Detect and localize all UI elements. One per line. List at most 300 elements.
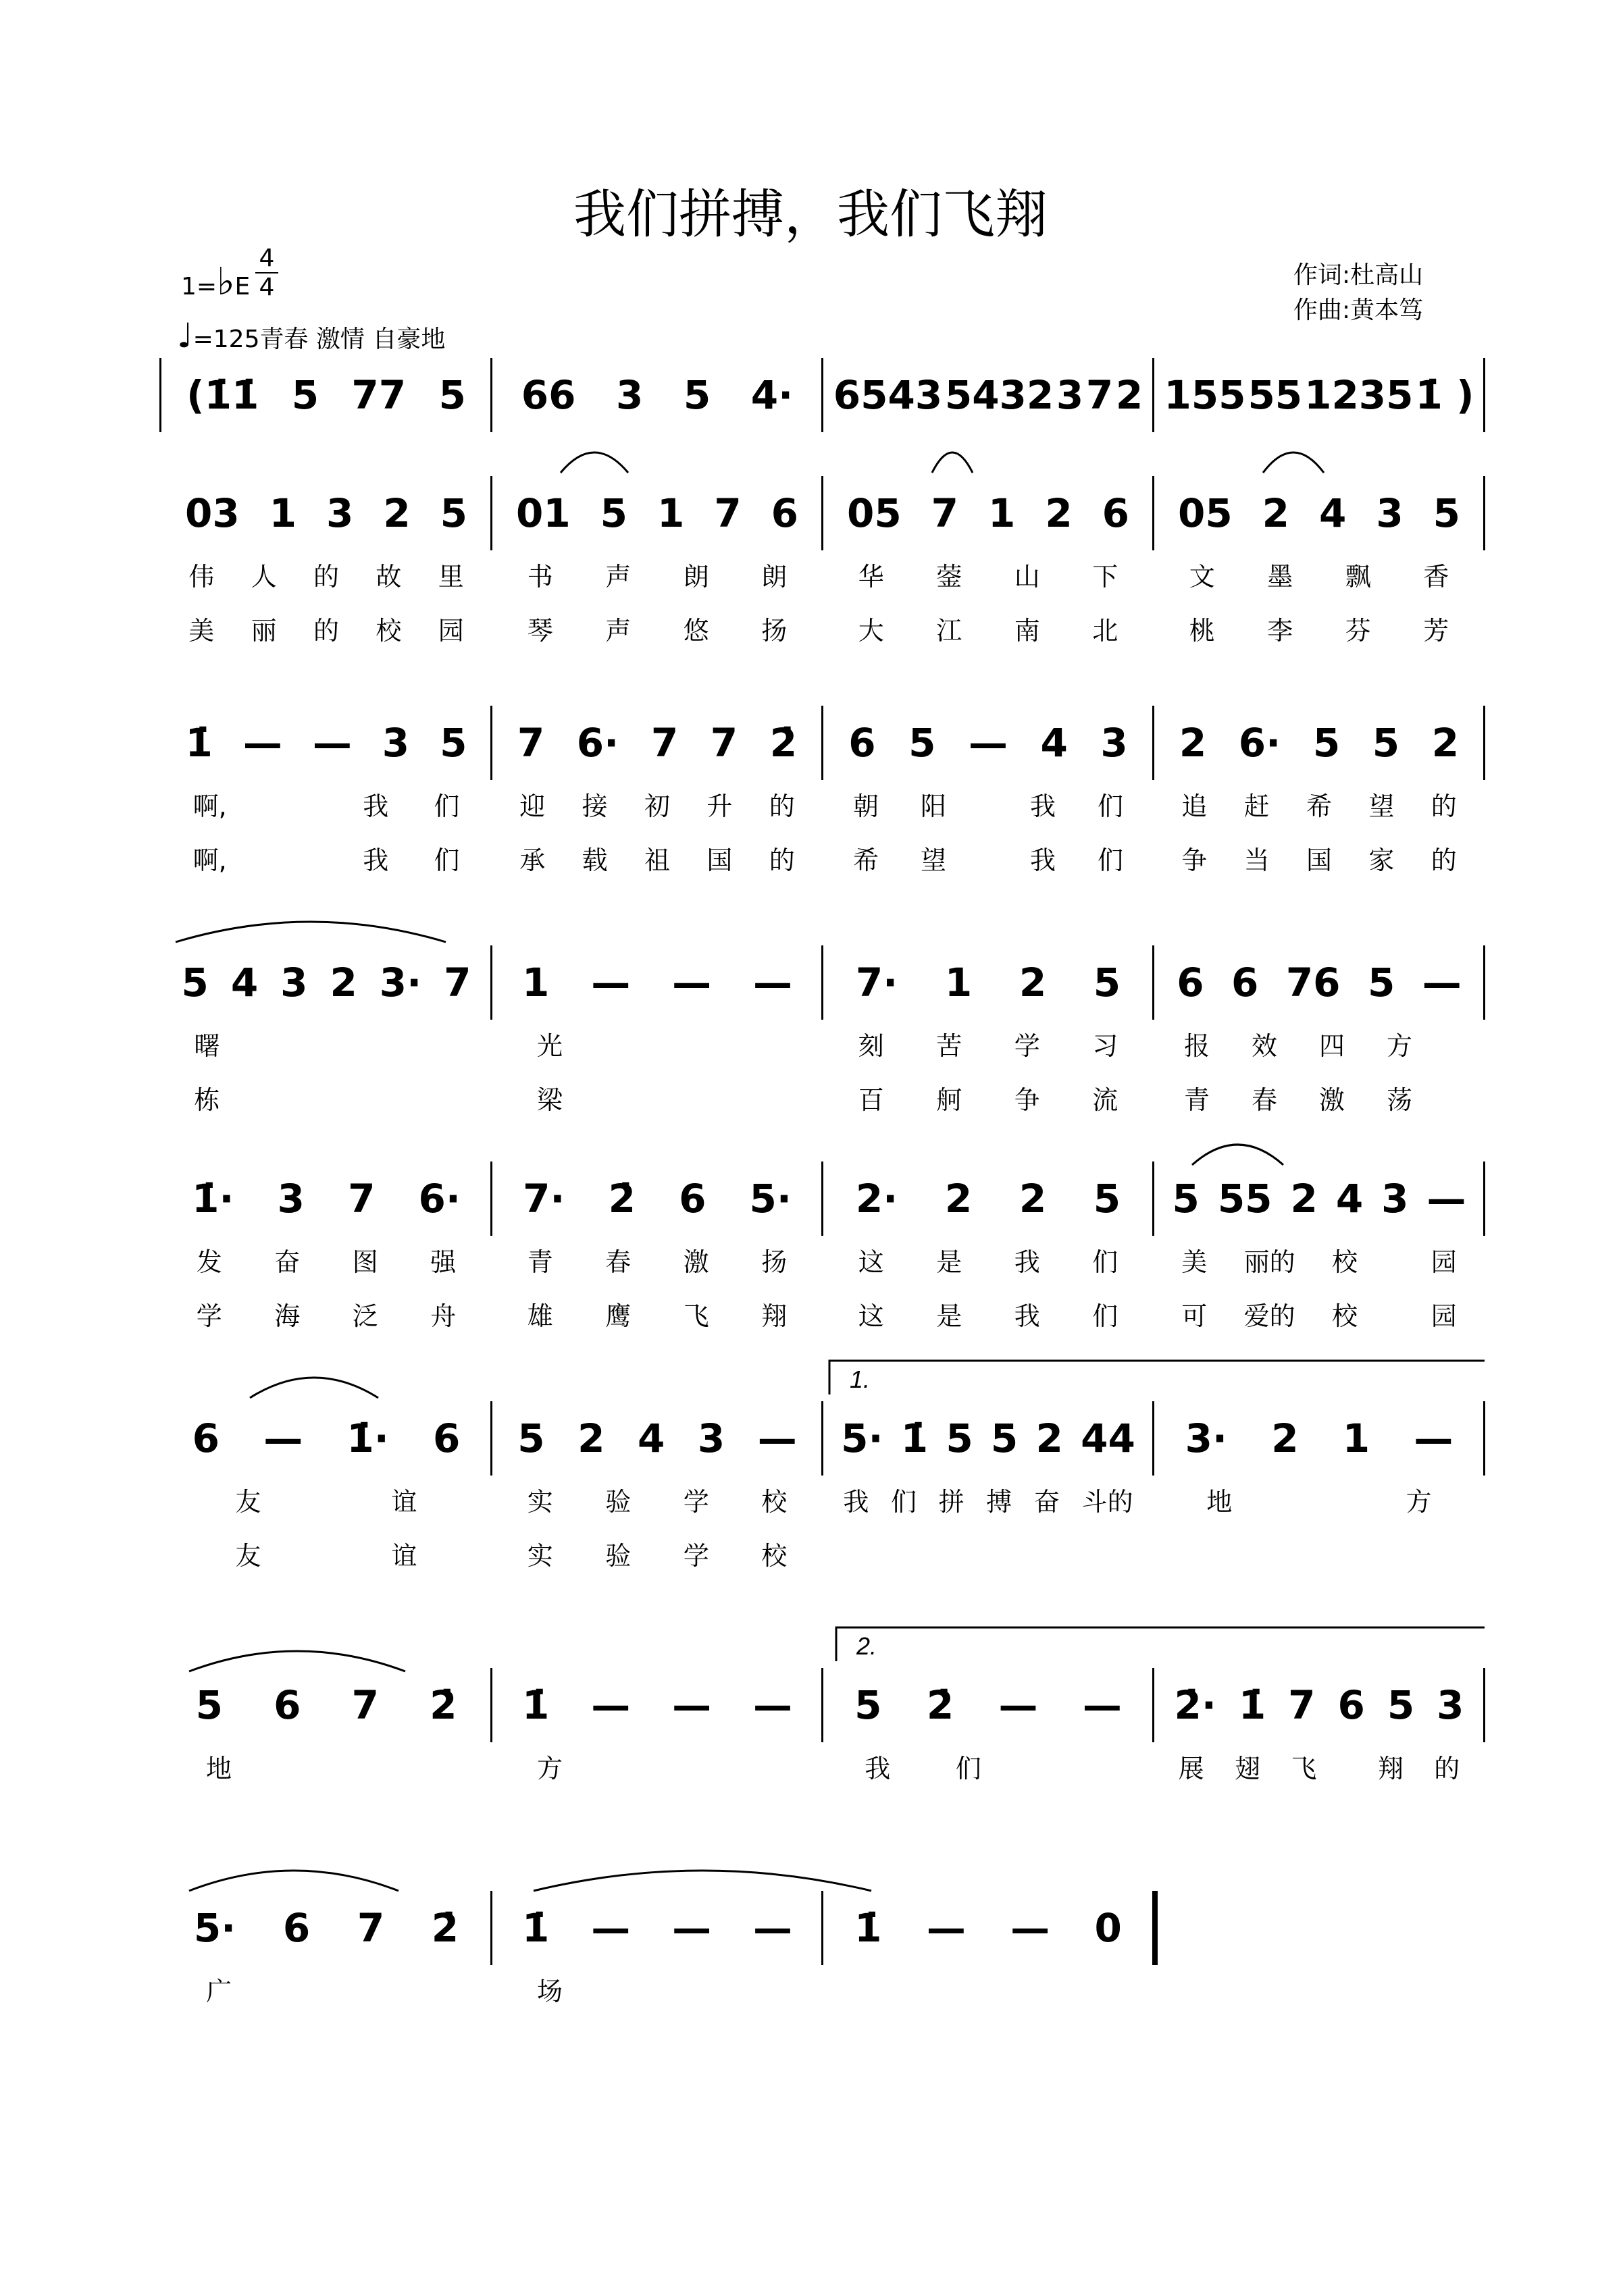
lyric-syllable: 祖 bbox=[644, 845, 670, 875]
lyric-syllable: 春 bbox=[1251, 1085, 1277, 1115]
lyric-syllable: 伟 bbox=[188, 562, 215, 592]
lyric-syllable: 友 bbox=[235, 1541, 261, 1571]
barline bbox=[490, 945, 492, 1020]
lyric-syllable: 激 bbox=[683, 1247, 709, 1277]
lyric-syllable: 美 bbox=[1181, 1247, 1208, 1277]
quarter-note-icon: ♩ bbox=[177, 316, 193, 355]
note: 5 bbox=[1367, 960, 1395, 1006]
note: 5 bbox=[181, 960, 209, 1006]
lyric-syllable: 华 bbox=[858, 562, 884, 592]
note: 5· bbox=[749, 1176, 792, 1222]
lyric-syllable: 校 bbox=[761, 1541, 788, 1571]
lyric-syllable: 验 bbox=[605, 1487, 632, 1517]
lyric-syllable: 朝 bbox=[852, 791, 879, 821]
lyric-syllable: 们 bbox=[955, 1754, 981, 1783]
note: — bbox=[672, 1682, 712, 1728]
lyric-syllable: 我 bbox=[1014, 1247, 1040, 1277]
lyric-syllable: 我 bbox=[363, 791, 389, 821]
lyric-syllable: 升 bbox=[706, 791, 733, 821]
note: 55 bbox=[1217, 1176, 1272, 1222]
note: 76 bbox=[1285, 960, 1341, 1006]
note: 1 bbox=[1342, 1415, 1370, 1461]
lyric-syllable: 载 bbox=[582, 845, 608, 875]
lyric-syllable: 的 bbox=[1434, 1754, 1460, 1783]
lyric-syllable: 文 bbox=[1189, 562, 1215, 592]
lyric-syllable: 芳 bbox=[1423, 616, 1449, 646]
barline bbox=[821, 706, 823, 780]
lyric-syllable: 我 bbox=[843, 1487, 869, 1517]
note: 2 bbox=[1019, 960, 1047, 1006]
barline bbox=[490, 476, 492, 550]
note: — bbox=[1422, 960, 1462, 1006]
note: 4 bbox=[1040, 720, 1068, 766]
lyric-syllable: 雄 bbox=[527, 1301, 553, 1331]
note: — bbox=[672, 960, 712, 1006]
note: 5 bbox=[854, 1682, 882, 1728]
note: 6 bbox=[192, 1415, 220, 1461]
slur bbox=[561, 452, 628, 473]
note: — bbox=[242, 720, 282, 766]
lyric-syllable: 翔 bbox=[1377, 1754, 1404, 1783]
note: 1 bbox=[944, 960, 973, 1006]
note: — bbox=[753, 1905, 793, 1951]
lyric-syllable: 斗的 bbox=[1081, 1487, 1133, 1517]
note: 3 bbox=[1437, 1682, 1464, 1728]
lyric-syllable: 扬 bbox=[761, 616, 788, 646]
lyric-syllable: 琴 bbox=[527, 616, 553, 646]
lyric-syllable: 们 bbox=[434, 791, 460, 821]
lyric-syllable: 实 bbox=[527, 1487, 553, 1517]
volta-bracket bbox=[836, 1627, 1485, 1661]
note: — bbox=[998, 1682, 1038, 1728]
note: 4· bbox=[750, 372, 794, 418]
note: 2̇ bbox=[430, 1682, 457, 1728]
note: 7· bbox=[855, 960, 898, 1006]
note: — bbox=[926, 1905, 966, 1951]
lyric-syllable: 方 bbox=[536, 1754, 563, 1783]
lyric-syllable: 海 bbox=[274, 1301, 301, 1331]
note: 5· bbox=[193, 1905, 236, 1951]
lyric-syllable: 鹰 bbox=[605, 1301, 632, 1331]
note: 6· bbox=[576, 720, 619, 766]
lyric-syllable: 梁 bbox=[536, 1085, 563, 1115]
lyric-syllable: 书 bbox=[527, 562, 553, 592]
note: 44 bbox=[1081, 1415, 1135, 1461]
note: 5 bbox=[1172, 1176, 1200, 1222]
barline bbox=[1152, 706, 1154, 780]
barline bbox=[1152, 945, 1154, 1020]
note: 7· bbox=[523, 1176, 565, 1222]
lyric-syllable: 接 bbox=[582, 791, 608, 821]
barline bbox=[1152, 1668, 1154, 1742]
note: 77 bbox=[351, 372, 407, 418]
lyric-syllable: 们 bbox=[1097, 791, 1123, 821]
lyric-syllable: 北 bbox=[1092, 616, 1118, 646]
note: 1 bbox=[988, 490, 1016, 536]
lyric-syllable: 飞 bbox=[683, 1301, 709, 1331]
lyric-syllable: 江 bbox=[936, 616, 962, 646]
barline bbox=[821, 1891, 823, 1965]
note: 6 bbox=[679, 1176, 706, 1222]
barline bbox=[1483, 945, 1485, 1020]
lyric-syllable: 追 bbox=[1181, 791, 1208, 821]
lyric-syllable: 悠 bbox=[683, 616, 709, 646]
note: 6 bbox=[1231, 960, 1259, 1006]
lyric-syllable: 实 bbox=[527, 1541, 553, 1571]
lyric-syllable: 墨 bbox=[1267, 562, 1293, 592]
note: 2̇ bbox=[769, 720, 798, 766]
note: — bbox=[312, 720, 352, 766]
lyric-syllable: 方 bbox=[1406, 1487, 1432, 1517]
lyric-syllable: 飞 bbox=[1291, 1754, 1317, 1783]
note: 2 bbox=[1271, 1415, 1299, 1461]
lyric-syllable: 曙 bbox=[194, 1031, 220, 1061]
lyric-syllable: 发 bbox=[196, 1247, 222, 1277]
lyric-syllable: 谊 bbox=[391, 1487, 417, 1517]
volta-label: 1. bbox=[850, 1365, 871, 1393]
note: — bbox=[1010, 1905, 1050, 1951]
note: 4 bbox=[1335, 1176, 1364, 1222]
note: 3 bbox=[382, 720, 410, 766]
note: 1 bbox=[521, 960, 550, 1006]
note: 6 bbox=[282, 1905, 311, 1951]
lyric-syllable: 校 bbox=[1331, 1301, 1358, 1331]
lyric-syllable: 荡 bbox=[1386, 1085, 1412, 1115]
lyric-syllable: 学 bbox=[683, 1487, 709, 1517]
note: 1235 bbox=[1304, 372, 1414, 418]
meter-top: 4 bbox=[259, 244, 275, 272]
note: — bbox=[591, 1905, 631, 1951]
note: 6· bbox=[1238, 720, 1281, 766]
note: 5 bbox=[600, 490, 628, 536]
note: 5 bbox=[1312, 720, 1341, 766]
lyric-syllable: 这 bbox=[858, 1301, 884, 1331]
note: 2̇ bbox=[608, 1176, 636, 1222]
note: 2 bbox=[383, 490, 411, 536]
note: 7 bbox=[710, 720, 738, 766]
note: — bbox=[968, 720, 1008, 766]
lyric-syllable: 希 bbox=[1306, 791, 1332, 821]
lyric-syllable: 望 bbox=[1368, 791, 1395, 821]
note: 7 bbox=[351, 1682, 379, 1728]
note: 3 bbox=[697, 1415, 725, 1461]
note: (1̇1̇ bbox=[186, 372, 259, 418]
barline bbox=[490, 706, 492, 780]
note: 05 bbox=[1177, 490, 1233, 536]
lyric-syllable: 流 bbox=[1092, 1085, 1118, 1115]
slur bbox=[1263, 452, 1324, 473]
lyric-syllable: 图 bbox=[352, 1247, 378, 1277]
note: 3· bbox=[379, 960, 422, 1006]
note: 01 bbox=[515, 490, 571, 536]
note: 6 bbox=[1102, 490, 1130, 536]
meter-bottom: 4 bbox=[255, 272, 278, 301]
note: 2̇ bbox=[926, 1682, 954, 1728]
note: 7 bbox=[444, 960, 471, 1006]
note: 1̇· bbox=[346, 1415, 389, 1461]
lyric-syllable: 当 bbox=[1243, 845, 1270, 875]
note: 5 bbox=[440, 490, 468, 536]
slur bbox=[250, 1378, 378, 1398]
barline bbox=[821, 1401, 823, 1476]
lyric-syllable: 翔 bbox=[761, 1301, 788, 1331]
note: 5 bbox=[1093, 1176, 1121, 1222]
note: 4 bbox=[637, 1415, 665, 1461]
lyric-syllable: 爱的 bbox=[1243, 1301, 1295, 1331]
note: — bbox=[753, 960, 793, 1006]
lyric-syllable: 大 bbox=[858, 616, 884, 646]
slur bbox=[176, 922, 446, 942]
lyric-syllable: 的 bbox=[1431, 845, 1457, 875]
note: 4 bbox=[1319, 490, 1347, 536]
composer: 作曲:黄本笃 bbox=[1293, 296, 1424, 324]
lyric-syllable: 们 bbox=[1092, 1301, 1118, 1331]
lyric-syllable: 园 bbox=[1431, 1301, 1457, 1331]
lyric-syllable: 四 bbox=[1318, 1031, 1345, 1061]
note: 7 bbox=[357, 1905, 385, 1951]
slur bbox=[932, 452, 973, 473]
note: — bbox=[591, 960, 631, 1006]
lyricist: 作词:杜高山 bbox=[1293, 261, 1424, 289]
lyric-syllable: 声 bbox=[605, 616, 632, 646]
lyric-syllable: 丽的 bbox=[1243, 1247, 1295, 1277]
note: 2 bbox=[1262, 490, 1290, 536]
note: 5 bbox=[990, 1415, 1019, 1461]
note: — bbox=[591, 1682, 631, 1728]
lyric-syllable: 园 bbox=[1431, 1247, 1457, 1277]
barline bbox=[1483, 706, 1485, 780]
barline bbox=[490, 1162, 492, 1236]
note: 5 bbox=[1093, 960, 1121, 1006]
lyric-syllable: 迎 bbox=[519, 791, 546, 821]
lyric-syllable: 栋 bbox=[194, 1085, 220, 1115]
note: 6 bbox=[274, 1682, 301, 1728]
lyric-syllable: 的 bbox=[313, 562, 339, 592]
volta-bracket bbox=[829, 1361, 1485, 1394]
note: 1̇ ) bbox=[1415, 372, 1474, 418]
note: 2 bbox=[1431, 720, 1460, 766]
lyric-syllable: 南 bbox=[1014, 616, 1040, 646]
slur bbox=[189, 1651, 405, 1671]
note: 6 bbox=[848, 720, 876, 766]
note: 7 bbox=[650, 720, 679, 766]
lyric-syllable: 我 bbox=[1029, 845, 1056, 875]
barline bbox=[1483, 1668, 1485, 1742]
lyric-syllable: 丽 bbox=[251, 616, 277, 646]
lyric-syllable: 望 bbox=[920, 845, 946, 875]
note: 2 bbox=[1290, 1176, 1318, 1222]
note: 2 bbox=[1045, 490, 1073, 536]
lyric-syllable: 故 bbox=[376, 562, 402, 592]
lyric-syllable: 校 bbox=[376, 616, 402, 646]
barline bbox=[821, 1668, 823, 1742]
lyric-syllable: 的 bbox=[769, 791, 795, 821]
note: 1̇ bbox=[521, 1682, 550, 1728]
note: 6 bbox=[1177, 960, 1204, 1006]
lyric-syllable: 展 bbox=[1178, 1754, 1204, 1783]
lyric-syllable: 蓥 bbox=[936, 562, 962, 592]
lyric-syllable: 搏 bbox=[986, 1487, 1012, 1517]
lyric-syllable: 春 bbox=[605, 1247, 632, 1277]
lyric-syllable: 学 bbox=[196, 1301, 222, 1331]
note: 2 bbox=[1179, 720, 1207, 766]
note: — bbox=[1082, 1682, 1122, 1728]
lyric-syllable: 强 bbox=[430, 1247, 457, 1277]
lyric-syllable: 可 bbox=[1181, 1301, 1208, 1331]
lyric-syllable: 舸 bbox=[936, 1085, 962, 1115]
note: 5 bbox=[440, 720, 467, 766]
slur bbox=[189, 1871, 398, 1891]
lyric-syllable: 百 bbox=[858, 1085, 884, 1115]
lyric-syllable: 赶 bbox=[1243, 791, 1270, 821]
note: 5432 bbox=[944, 372, 1054, 418]
lyric-syllable: 们 bbox=[1092, 1247, 1118, 1277]
note: 5 bbox=[291, 372, 319, 418]
lyric-syllable: 争 bbox=[1014, 1085, 1040, 1115]
note: — bbox=[1426, 1176, 1466, 1222]
barline bbox=[1483, 358, 1485, 432]
note: 2 bbox=[330, 960, 357, 1006]
lyric-syllable: 美 bbox=[188, 616, 215, 646]
note: 66 bbox=[521, 372, 576, 418]
note: 1̇ bbox=[521, 1905, 550, 1951]
note: 2 bbox=[1019, 1176, 1047, 1222]
barline bbox=[1152, 476, 1154, 550]
note: 2 bbox=[1035, 1415, 1063, 1461]
note: — bbox=[757, 1415, 797, 1461]
note: — bbox=[753, 1682, 793, 1728]
note: 05 bbox=[846, 490, 902, 536]
note: 7 bbox=[517, 720, 545, 766]
lyric-syllable: 场 bbox=[536, 1977, 563, 2006]
lyric-syllable: 扬 bbox=[761, 1247, 788, 1277]
note: 2̇ bbox=[431, 1905, 459, 1951]
note: 6 bbox=[1337, 1682, 1365, 1728]
barline bbox=[1152, 1891, 1158, 1965]
note: 7 bbox=[931, 490, 959, 536]
lyric-syllable: 朗 bbox=[761, 562, 788, 592]
barline bbox=[490, 1891, 492, 1965]
note: 2 bbox=[577, 1415, 605, 1461]
tempo-text: =125青春 激情 自豪地 bbox=[192, 325, 446, 353]
lyric-syllable: 校 bbox=[1331, 1247, 1358, 1277]
note: — bbox=[263, 1415, 303, 1461]
lyric-syllable: 翅 bbox=[1234, 1754, 1260, 1783]
note: 7 bbox=[348, 1176, 376, 1222]
lyric-syllable: 桃 bbox=[1189, 616, 1215, 646]
barline bbox=[821, 358, 823, 432]
note: 5 bbox=[946, 1415, 973, 1461]
lyric-syllable: 下 bbox=[1092, 562, 1118, 592]
lyric-syllable: 希 bbox=[852, 845, 879, 875]
lyric-syllable: 声 bbox=[605, 562, 632, 592]
lyric-syllable: 光 bbox=[536, 1031, 563, 1061]
note: 1̇ bbox=[185, 720, 213, 766]
lyric-syllable: 们 bbox=[890, 1487, 917, 1517]
barline bbox=[1152, 1401, 1154, 1476]
barline bbox=[821, 476, 823, 550]
lyric-syllable: 飘 bbox=[1345, 562, 1371, 592]
note: 5 bbox=[195, 1682, 223, 1728]
lyric-syllable: 们 bbox=[1097, 845, 1123, 875]
lyric-syllable: 朗 bbox=[683, 562, 709, 592]
key-flat: ♭ bbox=[217, 260, 235, 304]
note: 5· bbox=[841, 1415, 883, 1461]
barline bbox=[1483, 1162, 1485, 1236]
lyric-syllable: 这 bbox=[858, 1247, 884, 1277]
note: 3 bbox=[1100, 720, 1128, 766]
lyric-syllable: 的 bbox=[1431, 791, 1457, 821]
lyric-syllable: 是 bbox=[936, 1301, 962, 1331]
note: 7 bbox=[1288, 1682, 1316, 1728]
lyric-syllable: 青 bbox=[1183, 1085, 1210, 1115]
note: 5 bbox=[438, 372, 466, 418]
barline bbox=[1152, 1162, 1154, 1236]
barline bbox=[821, 1162, 823, 1236]
lyric-syllable: 地 bbox=[1206, 1487, 1233, 1517]
lyric-syllable: 李 bbox=[1267, 616, 1293, 646]
note: 1̇ bbox=[900, 1415, 929, 1461]
note: 5 bbox=[1387, 1682, 1415, 1728]
note: 5 bbox=[1372, 720, 1400, 766]
note: 03 bbox=[184, 490, 240, 536]
note: 155 bbox=[1164, 372, 1246, 418]
lyric-syllable: 激 bbox=[1318, 1085, 1345, 1115]
lyric-syllable: 家 bbox=[1368, 845, 1395, 875]
lyric-syllable: 方 bbox=[1386, 1031, 1412, 1061]
lyric-syllable: 山 bbox=[1014, 562, 1040, 592]
lyric-syllable: 我 bbox=[1029, 791, 1056, 821]
lyric-syllable: 我 bbox=[865, 1754, 891, 1783]
note: 1 bbox=[657, 490, 685, 536]
note: 6 bbox=[433, 1415, 461, 1461]
lyric-syllable: 地 bbox=[205, 1754, 232, 1783]
note: 4 bbox=[230, 960, 259, 1006]
note: 3 bbox=[277, 1176, 305, 1222]
lyric-syllable: 里 bbox=[438, 562, 464, 592]
note: 6543 bbox=[833, 372, 943, 418]
lyric-syllable: 的 bbox=[313, 616, 339, 646]
lyric-syllable: 香 bbox=[1423, 562, 1449, 592]
barline bbox=[821, 945, 823, 1020]
note: 2 bbox=[1115, 372, 1143, 418]
lyric-syllable: 承 bbox=[519, 845, 546, 875]
lyric-syllable: 国 bbox=[1306, 845, 1332, 875]
barline bbox=[490, 358, 492, 432]
barline bbox=[159, 358, 161, 432]
note: 1̇· bbox=[192, 1176, 234, 1222]
lyric-syllable: 报 bbox=[1183, 1031, 1210, 1061]
note: 3· bbox=[1185, 1415, 1227, 1461]
note: 1̇ bbox=[1238, 1682, 1266, 1728]
note: — bbox=[672, 1905, 712, 1951]
note: 55 bbox=[1247, 372, 1303, 418]
note: 1 bbox=[269, 490, 297, 536]
barline bbox=[490, 1401, 492, 1476]
note: 3 bbox=[326, 490, 354, 536]
barline bbox=[1483, 476, 1485, 550]
lyric-syllable: 阳 bbox=[920, 791, 946, 821]
lyric-syllable: 的 bbox=[769, 845, 795, 875]
note: 7 bbox=[1085, 372, 1114, 418]
note: 5 bbox=[683, 372, 711, 418]
slur bbox=[1192, 1145, 1283, 1165]
lyric-syllable: 泛 bbox=[352, 1301, 378, 1331]
lyric-syllable: 国 bbox=[706, 845, 733, 875]
lyric-syllable: 初 bbox=[644, 791, 670, 821]
lyric-syllable: 苦 bbox=[936, 1031, 962, 1061]
slur bbox=[534, 1871, 871, 1891]
